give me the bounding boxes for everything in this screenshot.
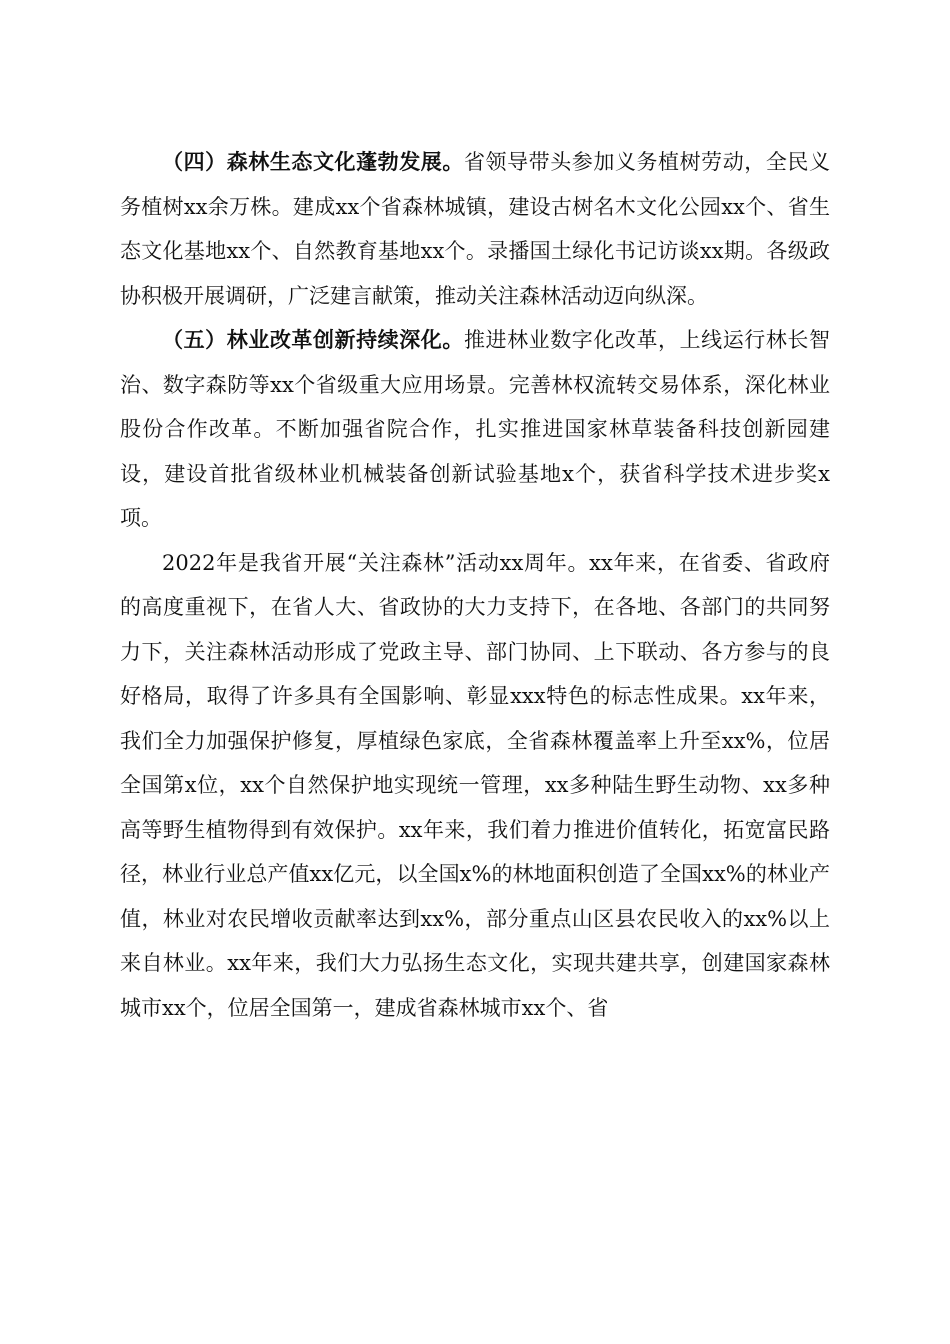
paragraph-forestry-reform: [120, 318, 830, 541]
paragraph-forest-culture: [120, 140, 830, 318]
paragraph-body: 省领导带头参加义务植树劳动，全民义务植树xx余万株。建成xx个省森林城镇，建设古树名木文化公园xx个、省生态文化基地xx个、自然教育基地xx个。录播国土绿化书记访谈xx期。各级政协积极开展调研，广泛建言献策，推动关注森林活动迈向纵深。: [120, 150, 831, 308]
paragraph-body: 推进林业数字化改革，上线运行林长智治、数字森防等xx个省级重大应用场景。完善林权流转交易体系，深化林业股份合作改革。不断加强省院合作，扎实推进国家林草装备科技创新园建设，建设首批省级林业机械装备创新试验基地x个，获省科学技术进步奖x项。: [120, 328, 831, 530]
section-heading-five: （五）林业改革创新持续深化。: [162, 328, 464, 352]
paragraph-body: 2022年是我省开展“关注森林”活动xx周年。xx年来，在省委、省政府的高度重视下，在省人大、省政协的大力支持下，在各地、各部门的共同努力下，关注森林活动形成了党政主导、部门协同、上下联动、各方参与的良好格局，取得了许多具有全国影响、彰显xxx特色的标志性成果。xx年来，我们全力加强保护修复，厚植绿色家底，全省森林覆盖率上升至xx%，位居全国第x位，xx个自然保护地实现统一管理，xx多种陆生野生动物、xx多种高等野生植物得到有效保护。xx年来，我们着力推进价值转化，拓宽富民路径，林业行业总产值xx亿元，以全国x%的林地面积创造了全国xx%的林业产值，林业对农民增收贡献率达到xx%，部分重点山区县农民收入的xx%以上来自林业。xx年来，我们大力弘扬生态文化，实现共建共享，创建国家森林城市xx个，位居全国第一，建成省森林城市xx个、省: [120, 550, 830, 1020]
body-text: [120, 140, 830, 1030]
section-heading-four: （四）森林生态文化蓬勃发展。: [162, 150, 464, 174]
paragraph-anniversary: [120, 541, 830, 1031]
